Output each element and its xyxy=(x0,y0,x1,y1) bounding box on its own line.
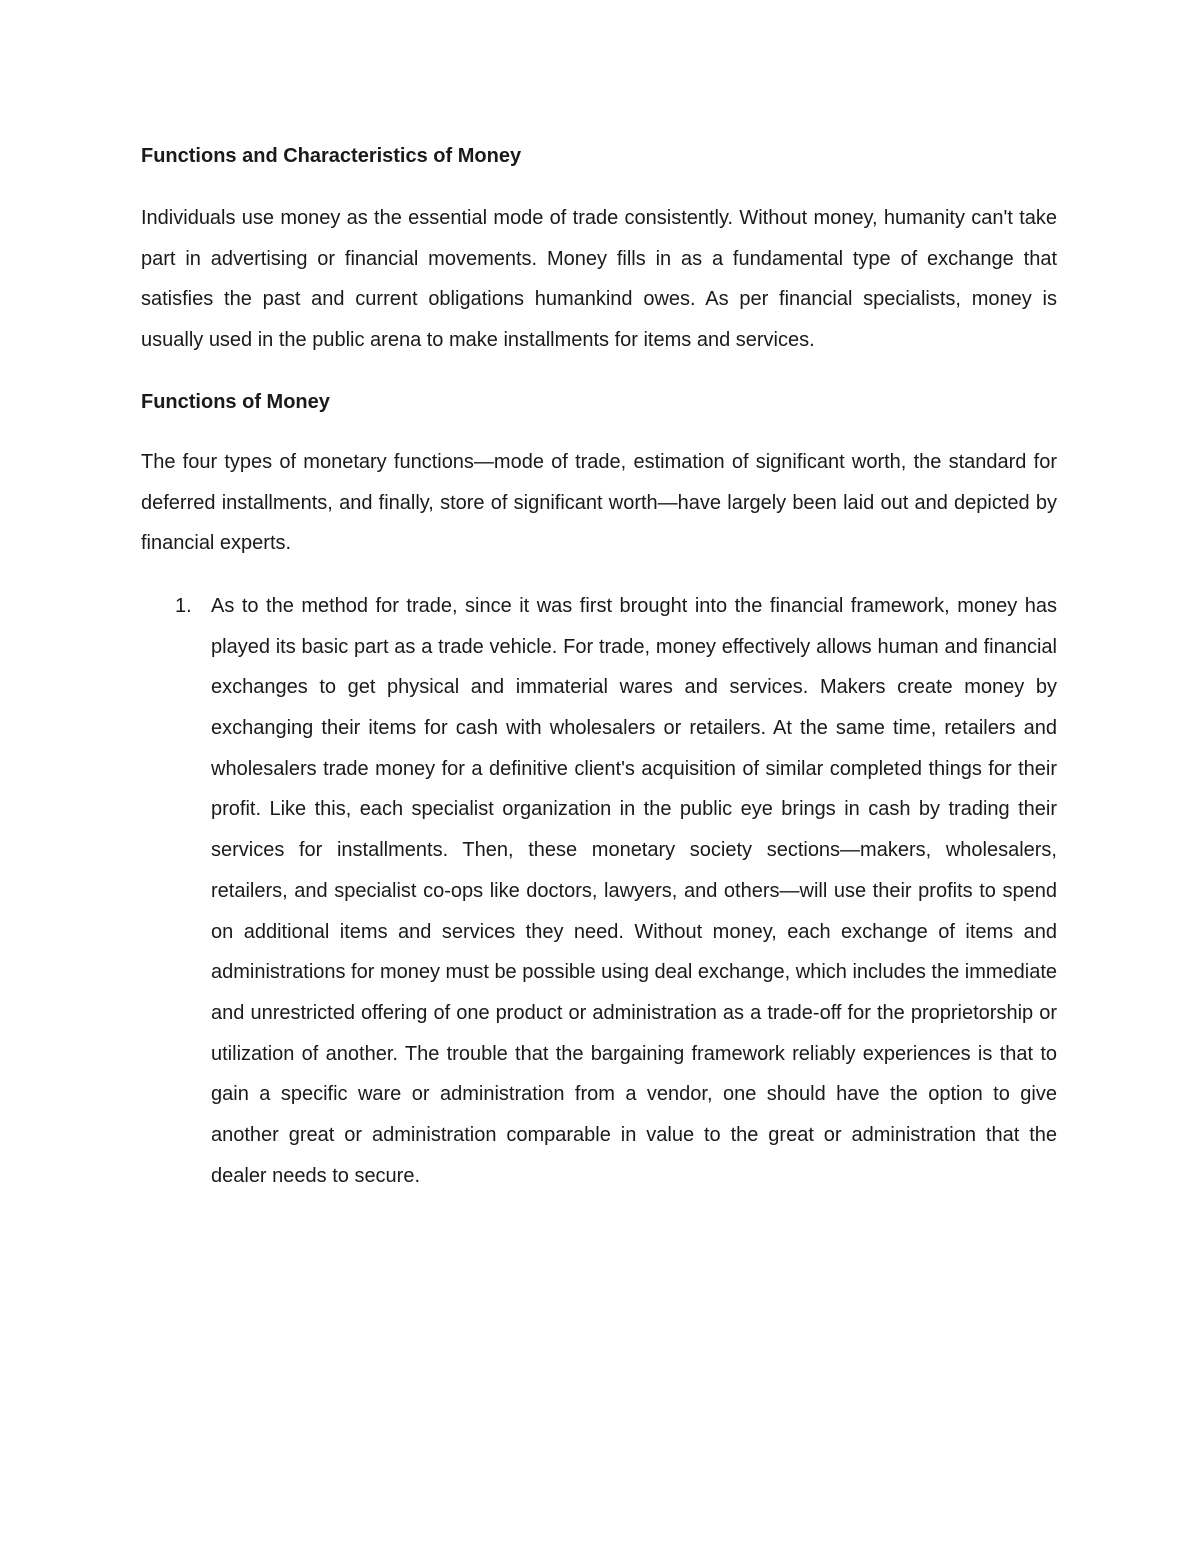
list-item xyxy=(141,586,1057,1197)
list-item-number: 1. xyxy=(175,594,192,617)
section-paragraph: The four types of monetary functions—mode of trade, estimation of significant worth, the standard for deferred installments, and finally, store of significant worth—have largely been laid out and depicted by financial experts. xyxy=(141,450,1057,555)
section-heading: Functions of Money xyxy=(141,390,330,413)
intro-paragraph: Individuals use money as the essential mode of trade consistently. Without money, humanity can't take part in advertising or financial movements. Money fills in as a fundamental type of exchange that satisfies the past and current obligations humankind owes. As per financial specialists, money is usually used in the public arena to make installments for items and services. xyxy=(141,207,1057,352)
document-title: Functions and Characteristics of Money xyxy=(141,145,522,167)
numbered-list xyxy=(141,586,1057,1197)
list-item-text: As to the method for trade, since it was first brought into the financial framework, money has played its basic part as a trade vehicle. For trade, money effectively allows human and financial exchanges to get physical and immaterial wares and services. Makers create money by exchanging their items for cash with wholesalers or retailers. At the same time, retailers and wholesalers trade money for a definitive client's acquisition of similar completed things for their profit. Like this, each specialist organization in the public eye brings in cash by trading their services for installments. Then, these monetary society sections—makers, wholesalers, retailers, and specialist co-ops like doctors, lawyers, and others—will use their profits to spend on additional items and services they need. Without money, each exchange of items and administrations for money must be possible using deal exchange, which includes the immediate and unrestricted offering of one product or administration as a trade-off for the proprietorship or utilization of another. The trouble that the bargaining framework reliably experiences is that to gain a specific ware or administration from a vendor, one should have the option to give another great or administration comparable in value to the great or administration that the dealer needs to secure. xyxy=(211,594,1058,1187)
document-page xyxy=(141,138,1057,1196)
